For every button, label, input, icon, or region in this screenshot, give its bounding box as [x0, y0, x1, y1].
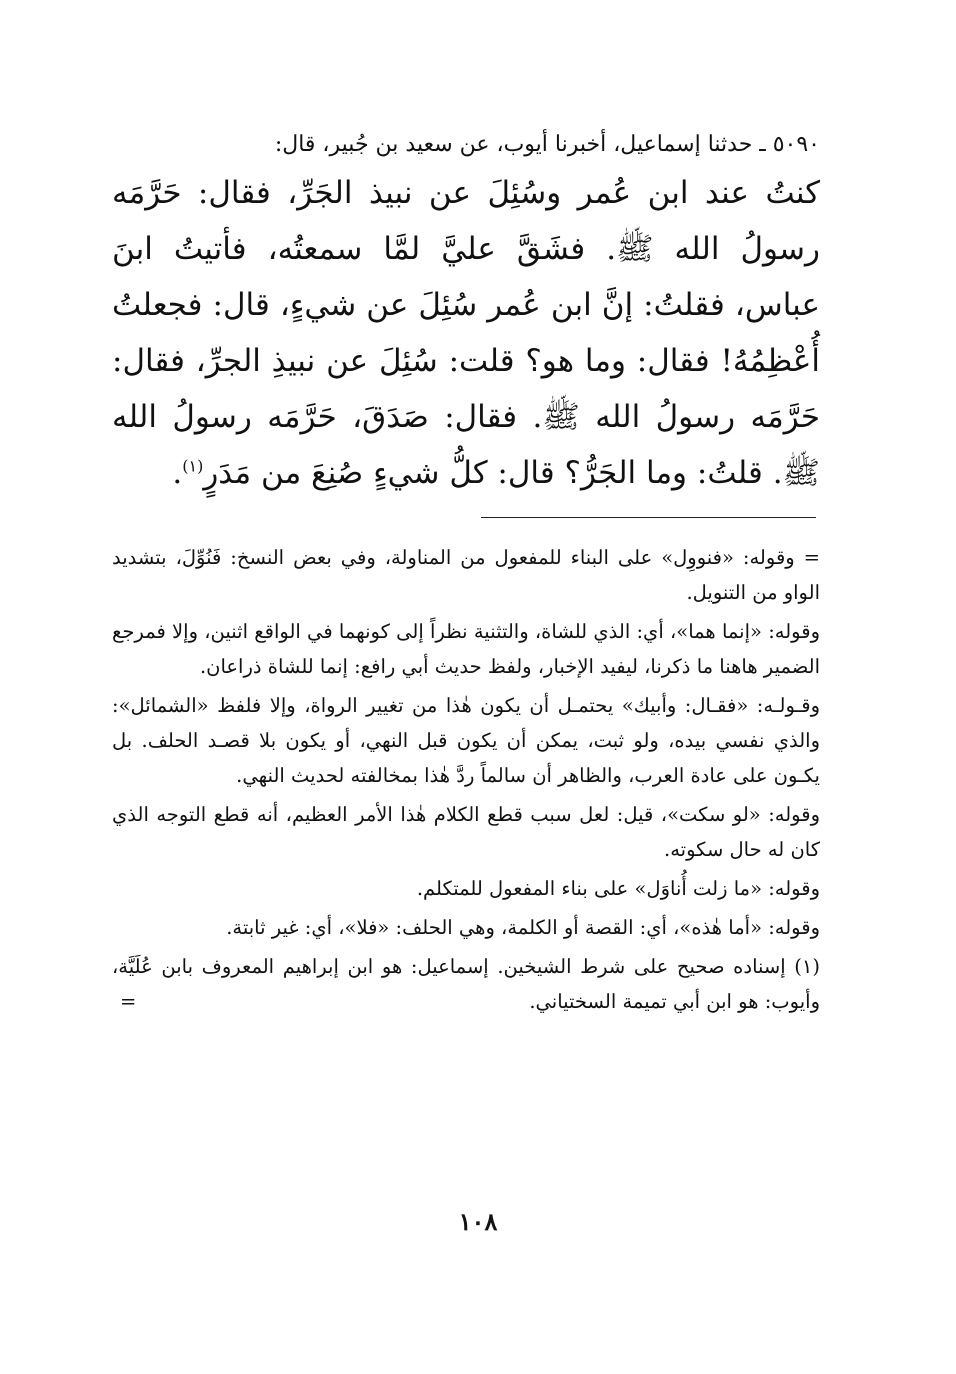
source-footnote [112, 949, 820, 1019]
footnote-paragraph: وقوله: «أما هٰذه»، أي: القصة أو الكلمة، وهي الحلف: «فلا»، أي: غير ثابتة. [226, 916, 820, 939]
hadith-text: كنتُ عند ابن عُمر وسُئِلَ عن نبيذ الجَرِّ، فقال: حَرَّمَه رسولُ الله ﷺ. فشَقَّ عليَّ لمَّا سمعتُه، فأتيتُ ابنَ عباس، فقلتُ: إنَّ ابن عُمر سُئِلَ عن شيءٍ، قال: فجعلتُ أُعْظِمُهُ! فقال: وما هو؟ قلت: سُئِلَ عن نبيذِ الجرِّ، فقال: حَرَّمَه رسولُ الله ﷺ. فقال: صَدَقَ، حَرَّمَه رسولُ الله ﷺ. قلتُ: وما الجَرُّ؟ قال: كلُّ شيءٍ صُنِعَ من مَدَرٍ [112, 175, 820, 491]
continuation-marker: = [120, 990, 137, 1013]
hadith-header: ٥٠٩٠ ـ حدثنا إسماعيل، أخبرنا أيوب، عن سعيد بن جُبير، قال: [274, 132, 820, 157]
footnote-paragraph: وقـولـه: «فقـال: وأبيك» يحتمـل أن يكون هٰذا من تغيير الرواة، وإلا فلفظ «الشمائل»: والذي نفسي بيده، ولو ثبت، يمكن أن يكون قبل النهي، أو يكون بلا قصـد الحلف. بل يكـون على عادة العرب، والظاهر أن سالماً ردَّ هٰذا بمخالفته لحديث النهي. [112, 694, 820, 787]
footnote-paragraph: = وقوله: «فنووِل» على البناء للمفعول من المناولة، وفي بعض النسخ: فَنُوِّلَ، بتشديد الواو من التنويل. [112, 546, 820, 604]
hadith-end-period: . [172, 455, 183, 491]
footnote-paragraph: وقوله: «لو سكت»، قيل: لعل سبب قطع الكلام هٰذا الأمر العظيم، أنه قطع التوجه الذي كان له حال سكوته. [112, 803, 820, 861]
footnote-paragraph: وقوله: «إنما هما»، أي: الذي للشاة، والتثنية نظراً إلى كونهما في الواقع اثنين، وإلا فمرجع الضمير هاهنا ما ذكرنا، ليفيد الإخبار، ولفظ حديث أبي رافع: إنما للشاة ذراعان. [112, 620, 820, 678]
source-footnote-text: (١) إسناده صحيح على شرط الشيخين. إسماعيل: هو ابن إبراهيم المعروف بابن عُلَيَّة، وأيوب: هو ابن أبي تميمة السختياني. [112, 955, 820, 1013]
page-number: ١٠٨ [458, 1207, 498, 1236]
footnote-paragraph: وقوله: «ما زلت أُناوَل» على بناء المفعول للمتكلم. [416, 877, 820, 900]
main-text [112, 125, 820, 501]
footnote-divider [481, 517, 816, 518]
footnote-reference: (١) [182, 456, 204, 476]
footnotes-section [112, 540, 820, 1023]
hadith-body [112, 165, 820, 501]
